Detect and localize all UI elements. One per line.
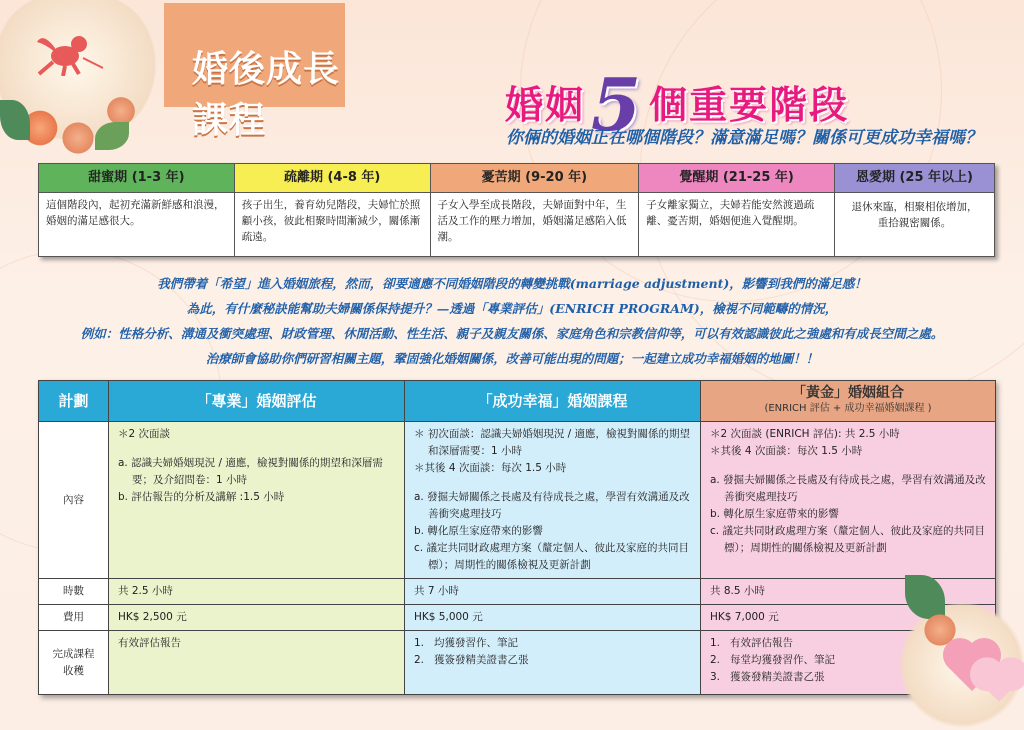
stage-title: 覺醒期 (21-25 年) <box>639 164 834 193</box>
header-combo-title: 「黃金」婚姻組合 <box>792 385 904 401</box>
content-line: a. 認識夫婦婚姻現況 / 適應，檢視對關係的期望和深層需要；及介紹問卷：1 小時 <box>118 457 383 486</box>
content-line: c. 議定共同財政處理方案（釐定個人、彼此及家庭的共同目標）；周期性的關係檢視及更新計劃 <box>710 525 985 554</box>
completion-item: 3. 獲簽發精美證書乙張 <box>710 671 825 683</box>
stage-column <box>431 163 640 257</box>
hours-cell: 共 2.5 小時 <box>118 585 173 597</box>
intro-line: 例如：性格分析、溝通及衝突處理、財政管理、休閒活動、性生活、親子及親友關係、家庭角色和宗教信仰等，可以有效認識彼此之強處和有成長空間之處。 <box>80 326 944 341</box>
main-title-number: 5 <box>591 62 644 147</box>
header-combo <box>701 381 996 422</box>
stages-table <box>38 163 995 257</box>
course-title: 婚後成長課程 <box>192 48 341 141</box>
completion-cell <box>109 631 405 695</box>
completion-cell <box>405 631 701 695</box>
row-label-fee: 費用 <box>39 605 109 631</box>
course-title-banner <box>164 3 345 141</box>
intro-line: 為此，有什麼秘訣能幫助夫婦關係保持提升？—透過「專業評估」(ENRICH PROGRAM)，檢視不同範疇的情況， <box>186 301 838 316</box>
hours-cell: 共 8.5 小時 <box>710 585 765 597</box>
content-cell <box>405 422 701 579</box>
header-plan: 計劃 <box>39 381 109 422</box>
content-line: ＊ 初次面談：認識夫婦婚姻現況 / 適應，檢視對關係的期望和深層需要：1 小時 <box>414 428 691 457</box>
stage-description: 子女離家獨立，夫婦若能安然渡過疏離、憂苦期，婚姻便進入覺醒期。 <box>646 199 815 227</box>
completion-item: 2. 每堂均獲發習作、筆記 <box>710 654 836 666</box>
content-line: ＊其後 4 次面談：每次 1.5 小時 <box>710 445 863 457</box>
stage-description: 這個階段內，起初充滿新鮮感和浪漫，婚姻的滿足感很大。 <box>46 199 225 227</box>
main-title-suffix: 個重要階段 <box>649 82 850 127</box>
row-label-completion-1: 完成課程 <box>52 647 95 660</box>
stage-column <box>835 163 995 257</box>
content-cell <box>701 422 996 579</box>
stage-column <box>639 163 835 257</box>
content-line: ＊2 次面談 <box>118 428 171 440</box>
completion-item: 1. 有效評估報告 <box>710 637 794 649</box>
stage-title: 疏離期 (4-8 年) <box>235 164 430 193</box>
content-line: a. 發掘夫婦關係之長處及有待成長之處，學習有效溝通及改善衝突處理技巧 <box>710 474 986 503</box>
hours-cell: 共 7 小時 <box>414 585 459 597</box>
stage-column <box>235 163 431 257</box>
content-cell <box>109 422 405 579</box>
content-line: b. 轉化原生家庭帶來的影響 <box>710 508 839 520</box>
content-line: ＊其後 4 次面談：每次 1.5 小時 <box>414 462 567 474</box>
stage-description: 子女入學至成長階段，夫婦面對中年，生活及工作的壓力增加，婚姻滿足感陷入低潮。 <box>437 199 627 243</box>
program-table <box>38 380 995 695</box>
intro-line: 治療師會協助你們研習相關主題，鞏固強化婚姻關係，改善可能出現的問題；一起建立成功幸福婚姻的地圖！！ <box>205 351 819 366</box>
stage-title: 恩愛期 (25 年以上) <box>835 164 994 193</box>
completion-item: 2. 獲簽發精美證書乙張 <box>414 654 529 666</box>
main-title-prefix: 婚姻 <box>505 82 586 127</box>
header-course: 「成功幸福」婚姻課程 <box>405 381 701 422</box>
content-line: b. 評估報告的分析及講解 :1.5 小時 <box>118 491 285 503</box>
content-line: a. 發掘夫婦關係之長處及有待成長之處，學習有效溝通及改善衝突處理技巧 <box>414 491 690 520</box>
fee-cell: HK$ 5,000 元 <box>414 611 483 623</box>
content-line: c. 議定共同財政處理方案（釐定個人、彼此及家庭的共同目標）；周期性的關係檢視及更新計劃 <box>414 542 689 571</box>
cupid-icon <box>35 28 105 76</box>
row-label-hours: 時數 <box>39 579 109 605</box>
fee-cell: HK$ 7,000 元 <box>710 611 779 623</box>
question-line: 你倆的婚姻正在哪個階段？滿意滿足嗎？關係可更成功幸福嗎？ <box>506 128 982 148</box>
stage-title: 甜蜜期 (1-3 年) <box>39 164 234 193</box>
completion-item: 1. 均獲發習作、筆記 <box>414 637 519 649</box>
row-label-completion-2: 收穫 <box>63 664 84 677</box>
stage-description: 退休來臨，相聚相依增加，重拾親密關係。 <box>851 201 978 229</box>
fee-cell: HK$ 2,500 元 <box>118 611 187 623</box>
stage-description: 孩子出生，養育幼兒階段，夫婦忙於照顧小孩，彼此相聚時間漸減少，關係漸疏遠。 <box>241 199 421 243</box>
stage-title: 憂苦期 (9-20 年) <box>431 164 639 193</box>
header-combo-subtitle: (ENRICH 評估 + 成功幸福婚姻課程 ) <box>764 403 932 414</box>
row-label-content: 內容 <box>39 422 109 579</box>
content-line: b. 轉化原生家庭帶來的影響 <box>414 525 543 537</box>
stage-column <box>38 163 235 257</box>
header-assessment: 「專業」婚姻評估 <box>109 381 405 422</box>
content-line: ＊2 次面談 (ENRICH 評估): 共 2.5 小時 <box>710 428 900 440</box>
completion-item: 有效評估報告 <box>118 637 181 649</box>
intro-line: 我們帶着「希望」進入婚姻旅程，然而，卻要適應不同婚姻階段的轉變挑戰(marriage adjustment)，影響到我們的滿足感！ <box>157 276 867 291</box>
row-label-completion <box>39 631 109 695</box>
